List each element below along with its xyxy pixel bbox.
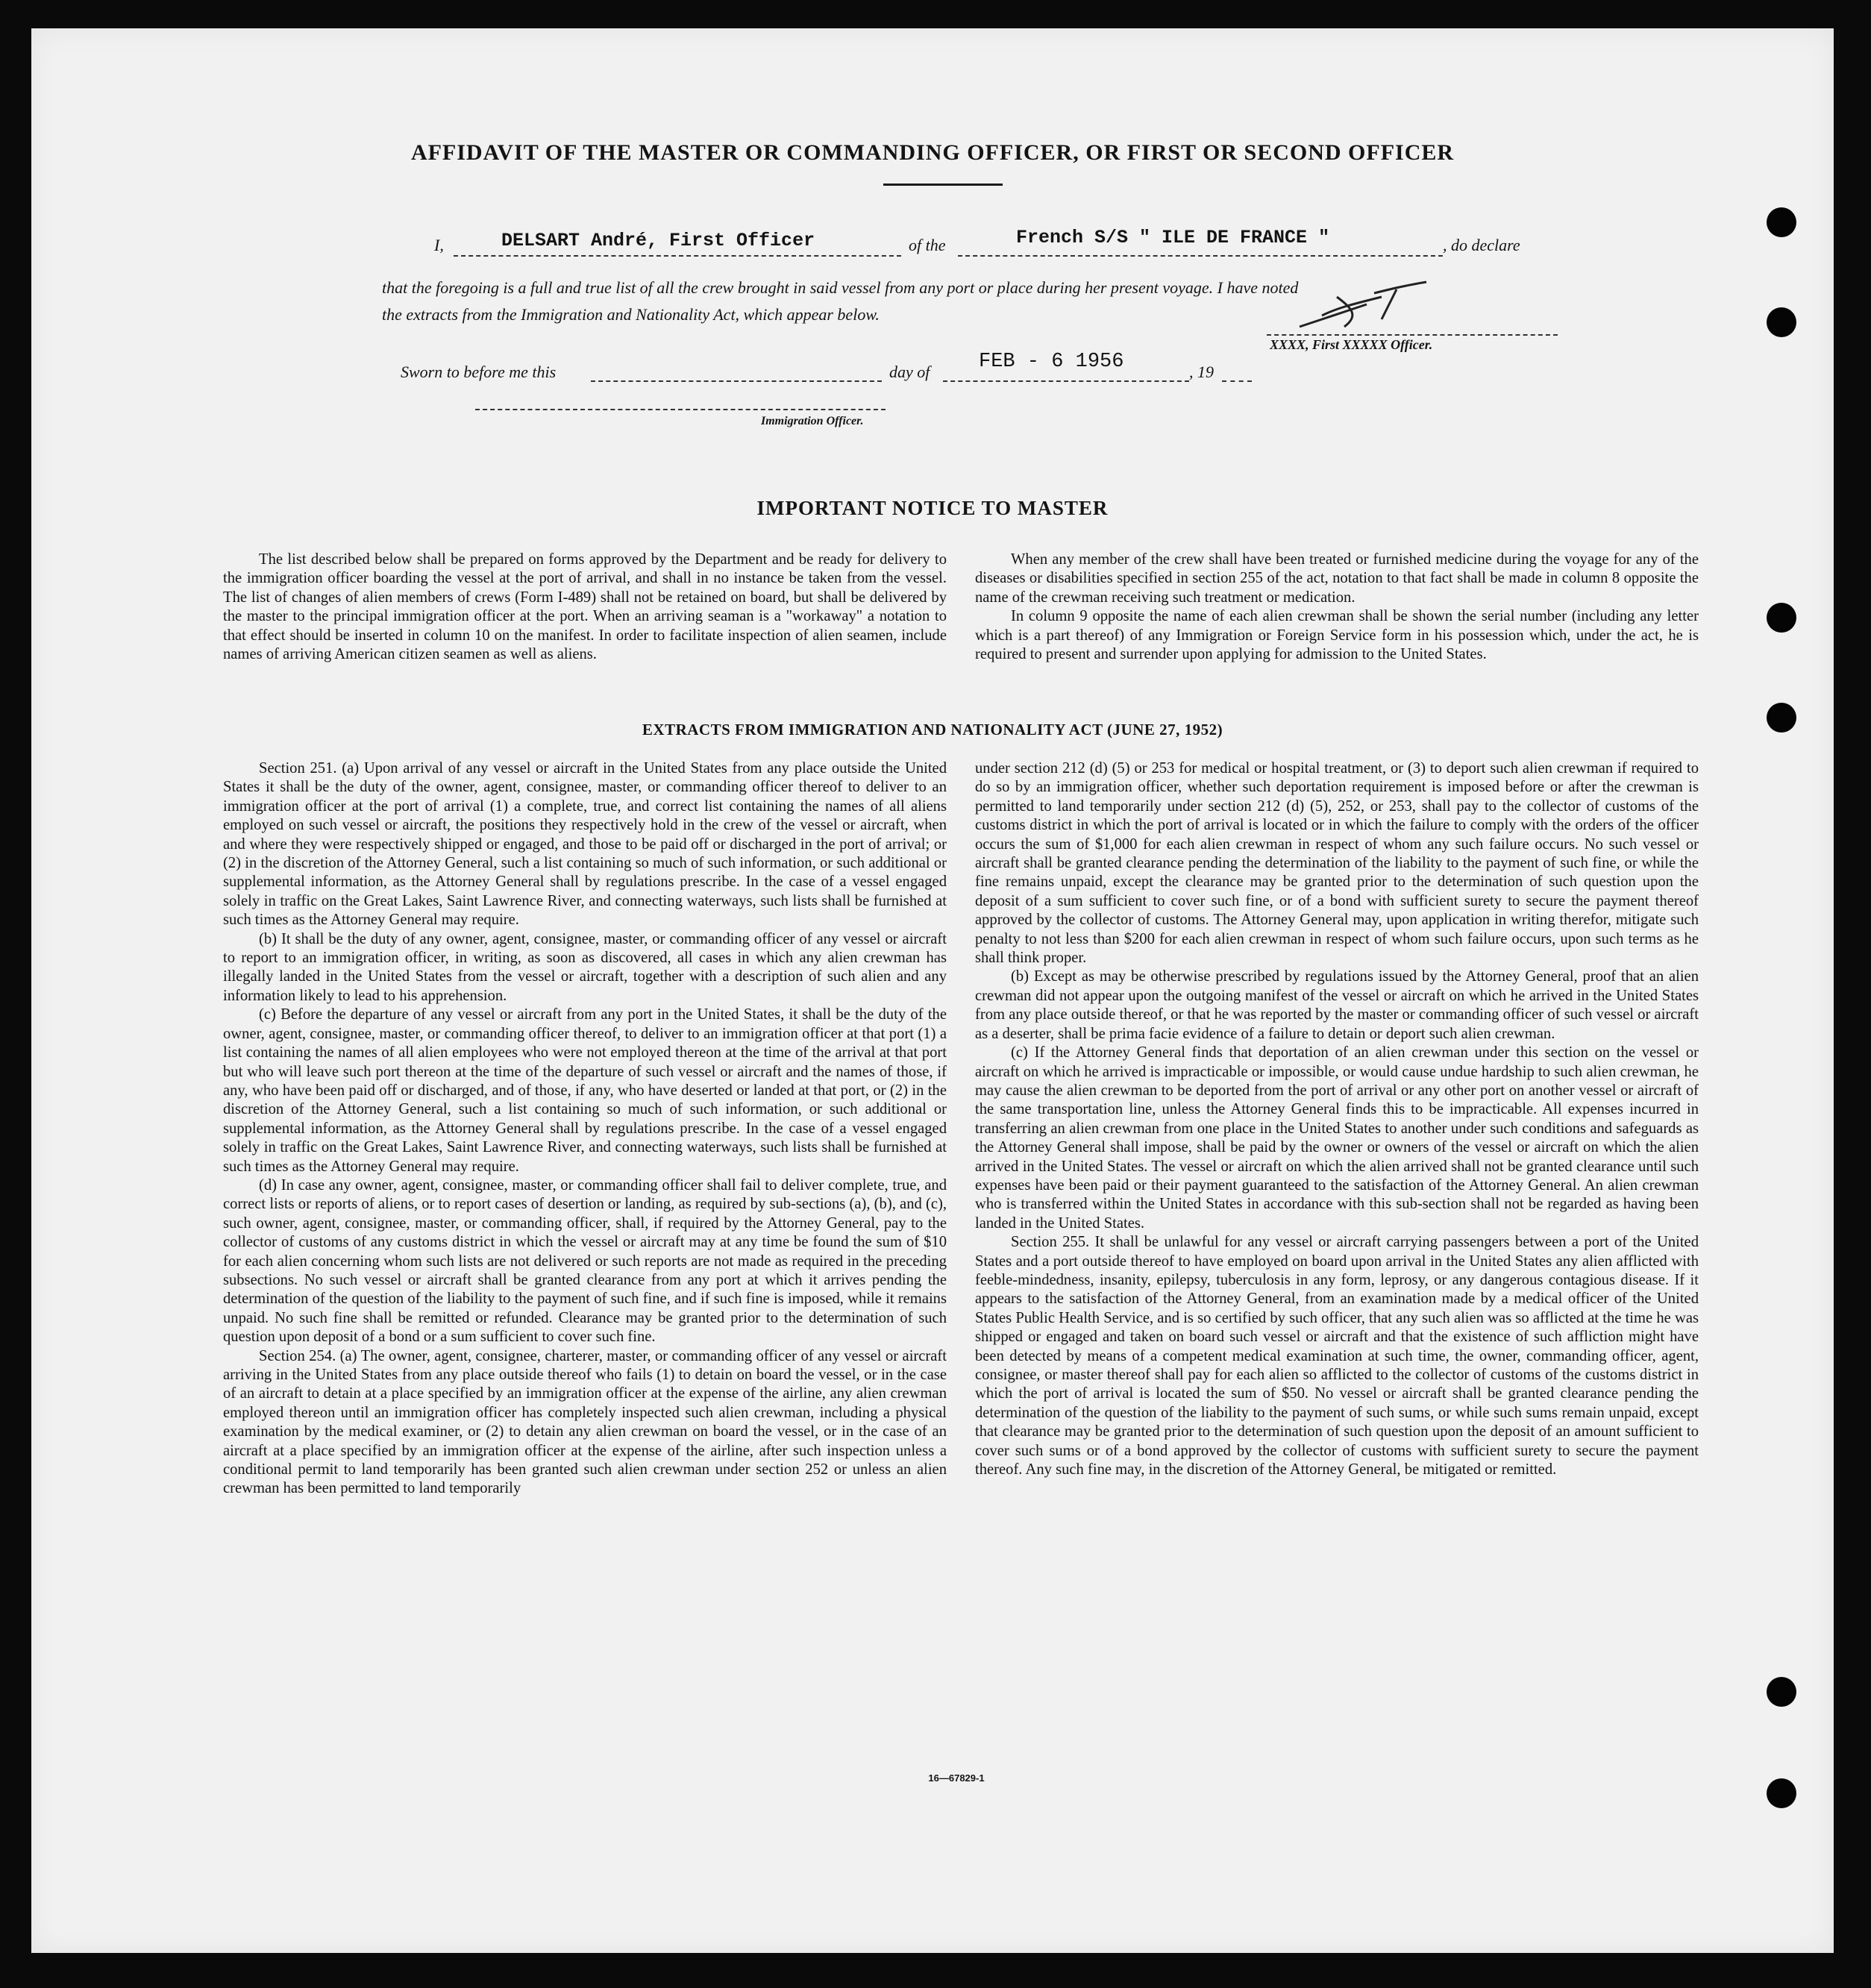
immigration-officer-line bbox=[475, 407, 886, 410]
extracts-title: EXTRACTS FROM IMMIGRATION AND NATIONALITY ACT (JUNE 27, 1952) bbox=[642, 721, 1223, 739]
section-254a: Section 254. (a) The owner, agent, consignee, charterer, master, or commanding officer of any vessel or aircraft arriving in the United States from any place outside thereof who fails (1) to detain on board the vessel, or in the case of an aircraft to detain at a place specified by an immigration officer at the expense of the airline, any alien crewman employed thereon until an immigration officer has completely inspected such alien crewman, including a physical examination by the medical examiner, or (2) to detain any alien crewman on board the vessel, or in the case of an aircraft at a place specified by an immigration officer at the expense of the airline, after such inspection unless a conditional permit to land temporarily has been granted such alien crewman under section 252 or unless an alien crewman has been permitted to land temporarily bbox=[223, 1347, 947, 1497]
notice-paragraph: The list described below shall be prepared on forms approved by the Department and be ready for delivery to the immigration officer boarding the vessel at the port of arrival, and shall in no instance be taken from the vessel. The list of changes of alien members of crews (Form I-489) shall not be retained on board, but shall be delivered by the master to the principal immigration officer at the port. When an arriving seaman is a "workaway" a notation to that effect should be inserted in column 10 on the manifest. In order to facilitate inspection of alien seamen, include names of arriving American citizen seamen as well as aliens. bbox=[223, 551, 947, 663]
affidavit-title: AFFIDAVIT OF THE MASTER OR COMMANDING OFFICER, OR FIRST OR SECOND OFFICER bbox=[410, 140, 1455, 165]
notice-paragraph: In column 9 opposite the name of each alien crewman shall be shown the serial number (including any letter which is a part thereof) of any Immigration or Foreign Service form in his possession which, under the act, he is required to present and surrender upon applying for admission to the United States. bbox=[975, 608, 1699, 663]
section-251d: (d) In case any owner, agent, consignee, master, or commanding officer shall fail to deliver complete, true, and correct lists or reports of aliens, or to report cases of desertion or landing, as required by sub-sections (a), (b), and (c), such owner, agent, consignee, master, or commanding officer, shall, if required by the Attorney General, pay to the collector of customs of any customs district in which the vessel or aircraft may at any time be found the sum of $10 for each alien concerning whom such lists are not delivered or such reports are not made as required in the preceding subsections. No such vessel or aircraft shall be granted clearance from any port at which it arrives pending the determination of the question of the liability to the payment of such fine, and if such fine is imposed, while it remains unpaid. No such fine shall be remitted or refunded. Clearance may be granted prior to the determination of such question upon deposit of a bond or a sum sufficient to cover such fine. bbox=[223, 1176, 947, 1346]
section-255: Section 255. It shall be unlawful for any vessel or aircraft carrying passengers between a port of the United States and a port outside thereof to have employed on board upon arrival in the United States any alien afflicted with feeble-mindedness, insanity, epilepsy, tuberculosis in any form, leprosy, or any dangerous contagious disease. If it appears to the satisfaction of the Attorney General, from an examination made by a medical officer of the United States Public Health Service, and is so certified by such officer, that any such alien was so afflicted at the time he was shipped or engaged and taken on board such vessel or aircraft and that the existence of such affliction might have been detected by means of a competent medical examination at such time, the owner, commanding officer, agent, consignee, or master thereof shall pay for each alien so afflicted to the collector of customs of the customs district in which the port of arrival is located the sum of $50. No vessel or aircraft shall be granted clearance pending the determination of the question of the liability to the payment of such sums, or while such sums remain unpaid, except that clearance may be granted prior to the determination of such question upon the deposit of an amount sufficient to cover such sums or of a bond approved by the collector of customs with sufficient surety to secure the payment thereof. Any such fine may, in the discretion of the Attorney General, be mitigated or remitted. bbox=[975, 1234, 1699, 1479]
i-label: I, bbox=[434, 236, 444, 254]
notice-left-column bbox=[223, 551, 947, 664]
notice-right-column bbox=[975, 551, 1699, 664]
of-the-label: of the bbox=[909, 236, 946, 254]
form-code: 16—67829-1 bbox=[928, 1772, 985, 1784]
binder-hole bbox=[1767, 1677, 1796, 1707]
officer-name: DELSART André, First Officer bbox=[501, 230, 815, 251]
declaration-line2: that the foregoing is a full and true list of all the crew brought in said vessel from any port or place during her present voyage. I have noted bbox=[382, 278, 1299, 297]
binder-hole bbox=[1767, 207, 1796, 237]
section-251c: (c) Before the departure of any vessel or aircraft from any port in the United States, it shall be the duty of the owner, agent, consignee, master, or commanding officer thereof, to deliver to an immigration officer at that port (1) a list containing the names of all alien employees who were not employed thereon at the time of the arrival at that port but who will leave such port thereon at the time of the departure of such vessel or aircraft and the names of those, if any, who have been paid off or discharged, and of those, if any, who have deserted or landed at that port, or (2) in the discretion of the Attorney General, such a list containing so much of such information, or such additional or supplemental information, as the Attorney General shall by regulations prescribe. In the case of a vessel engaged solely in traffic on the Great Lakes, Saint Lawrence River, and connecting waterways, such lists shall be furnished at such times as the Attorney General may require. bbox=[223, 1006, 947, 1175]
document-page bbox=[31, 28, 1834, 1953]
officer-title: XXXX, First XXXXX Officer. bbox=[1270, 337, 1433, 352]
extracts-right-column bbox=[975, 759, 1699, 1479]
officer-signature bbox=[1292, 275, 1441, 342]
extracts-left-column bbox=[223, 759, 947, 1499]
section-254a-cont: under section 212 (d) (5) or 253 for medical or hospital treatment, or (3) to deport such alien crewman if required to do so by an immigration officer, whether such deportation requirement is imposed before or after the crewman is permitted to land temporarily under section 212 (d) (5), 252, or 253, shall pay to the collector of customs of the customs district in which the port of arrival is located or in which the failure to comply with the orders of the officer occurs the sum of $1,000 for each alien crewman in respect of whom any such failure occurs. No such vessel or aircraft shall be granted clearance pending the determination of the liability to the payment of such fine, or while the fine remains unpaid, except the clearance may be granted prior to the determination of such question upon the deposit of a sum sufficient to cover such fine, or of a bond with sufficient surety to secure the payment thereof approved by the collector of customs. The Attorney General may, upon application in writing therefor, mitigate such penalty to not less than $200 for each alien crewman in respect of whom such failure occurs, upon such terms as he shall think proper. bbox=[975, 760, 1699, 967]
year-underline bbox=[1222, 358, 1252, 382]
day-of-label: day of bbox=[889, 363, 930, 381]
immigration-officer-label: Immigration Officer. bbox=[761, 415, 864, 427]
section-254b: (b) Except as may be otherwise prescribed by regulations issued by the Attorney General, proof that an alien crewman did not appear upon the outgoing manifest of the vessel or aircraft on which he arrived in the United States from any place outside thereof, or that he was reported by the master or commanding officer of such vessel or aircraft as a deserter, shall be prima facie evidence of a failure to detain or deport such alien crewman. bbox=[975, 968, 1699, 1042]
year-label: , 19 bbox=[1189, 363, 1214, 381]
vessel-name: French S/S " ILE DE FRANCE " bbox=[1016, 227, 1330, 248]
binder-hole bbox=[1767, 603, 1796, 633]
sworn-date-stamp: FEB - 6 1956 bbox=[979, 351, 1124, 373]
binder-hole bbox=[1767, 307, 1796, 337]
section-251b: (b) It shall be the duty of any owner, agent, consignee, master, or commanding officer of any vessel or aircraft to report to an immigration officer, in writing, as soon as discovered, all cases in which any alien crewman has illegally landed in the United States from the vessel or aircraft, together with a description of such alien and any information likely to lead to his apprehension. bbox=[223, 930, 947, 1004]
signature-line bbox=[1267, 334, 1558, 336]
title-underline bbox=[883, 184, 1003, 186]
declaration-line bbox=[389, 227, 1568, 260]
declaration-line3: the extracts from the Immigration and Nationality Act, which appear below. bbox=[382, 305, 880, 324]
section-254c: (c) If the Attorney General finds that deportation of an alien crewman under this section on the vessel or aircraft on which he arrived is impracticable or impossible, or would cause undue hardship to such alien crewman, he may cause the alien crewman to be deported from the port of arrival or any other port on another vessel or aircraft of the same transportation line, unless the Attorney General finds this to be impracticable. All expenses incurred in transferring an alien crewman from one place in the United States to another under such conditions and safeguards as the Attorney General shall impose, shall be paid by the owner or owners of the vessel or aircraft on which the alien arrived in the United States. The vessel or aircraft on which the alien arrived shall not be granted clearance until such expenses have been paid or their payment guaranteed to the satisfaction of the Attorney General. An alien crewman who is transferred within the United States in accordance with this sub-section shall not be regarded as having been landed in the United States. bbox=[975, 1044, 1699, 1232]
do-declare-label: , do declare bbox=[1443, 236, 1520, 254]
sworn-day-underline bbox=[591, 358, 882, 382]
binder-hole bbox=[1767, 703, 1796, 733]
notice-title: IMPORTANT NOTICE TO MASTER bbox=[756, 497, 1109, 519]
binder-hole bbox=[1767, 1778, 1796, 1808]
notice-paragraph: When any member of the crew shall have been treated or furnished medicine during the voyage for any of the diseases or disabilities specified in section 255 of the act, notation to that fact shall be made in column 8 opposite the name of the crewman receiving such treatment or medication. bbox=[975, 551, 1699, 606]
sworn-label: Sworn to before me this bbox=[401, 363, 557, 381]
section-251a: Section 251. (a) Upon arrival of any vessel or aircraft in the United States from any place outside the United States it shall be the duty of the owner, agent, consignee, master, or commanding officer thereof to deliver to an immigration officer at the port of arrival (1) a complete, true, and correct list containing the names of all aliens employed on such vessel or aircraft, the positions they respectively hold in the crew of the vessel or aircraft, when and where they were respectively shipped or engaged, and those to be paid off or discharged in the port of arrival; or (2) in the discretion of the Attorney General, such a list containing so much of such information, or such additional or supplemental information, as the Attorney General shall by regulations prescribe. In the case of a vessel engaged solely in traffic on the Great Lakes, Saint Lawrence River, and connecting waterways, such lists shall be furnished at such times as the Attorney General may require. bbox=[223, 760, 947, 929]
